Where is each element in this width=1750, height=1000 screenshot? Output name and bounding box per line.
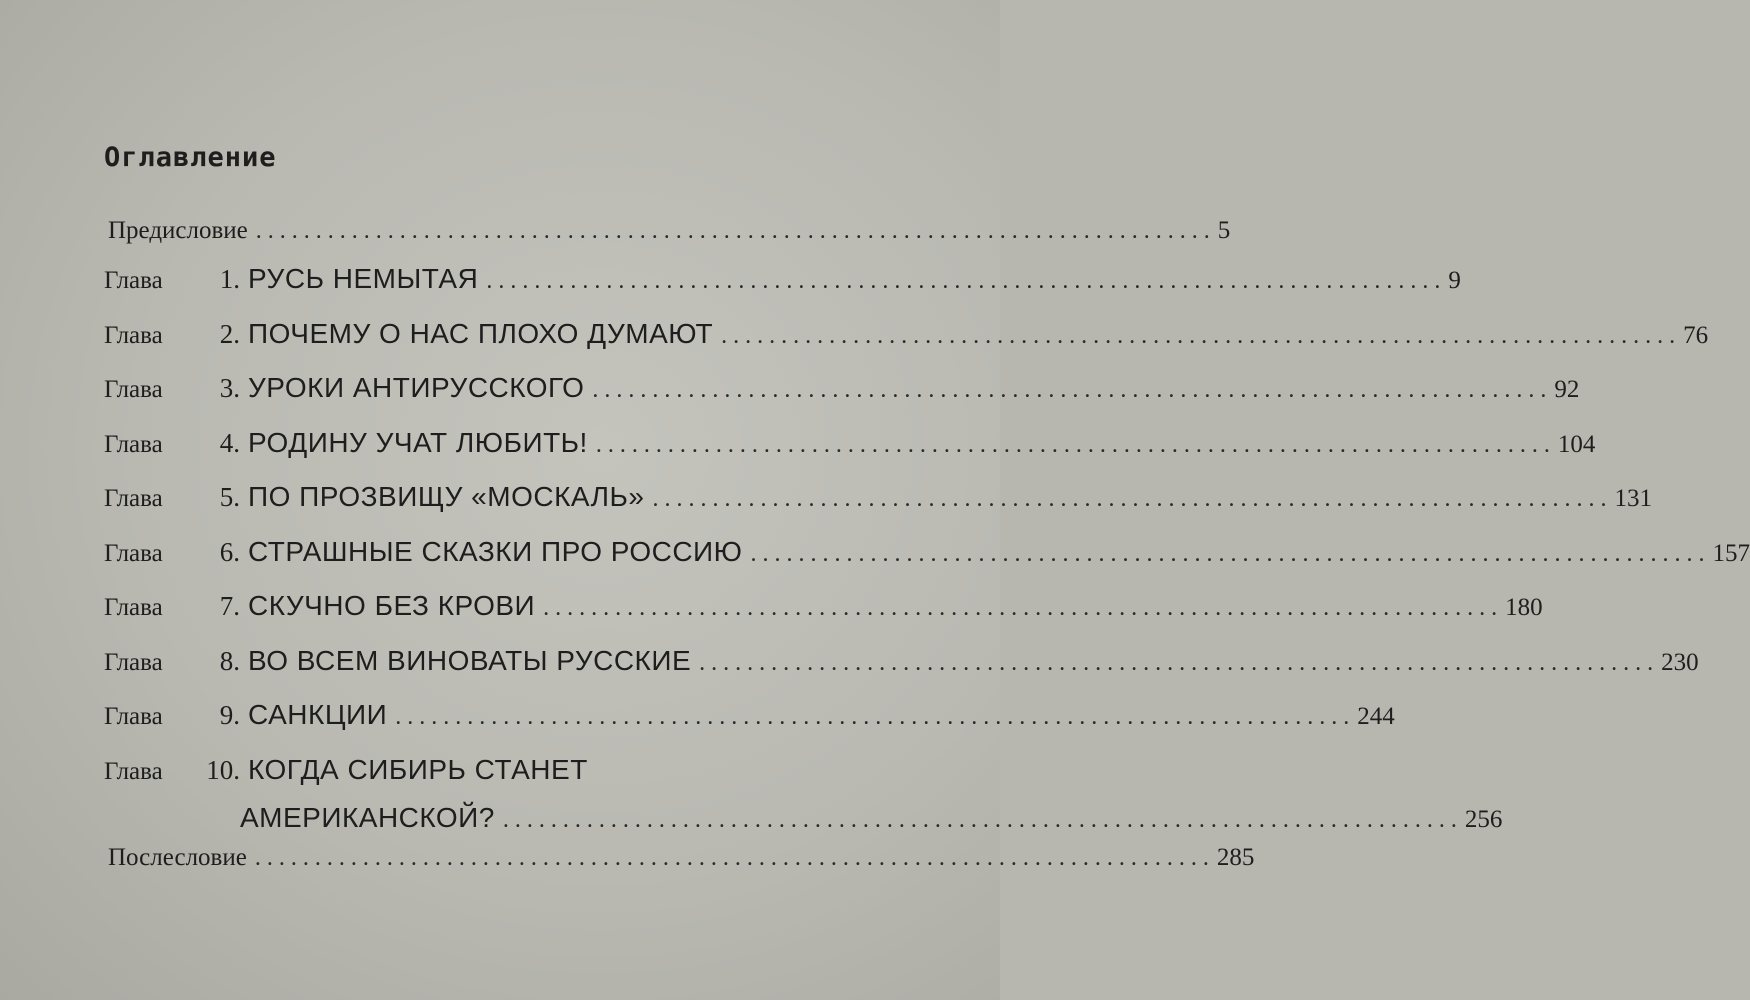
preface-label: Предисловие (108, 217, 248, 244)
chapter-line-1 (104, 755, 924, 787)
dot-leader (395, 702, 1349, 732)
chapter-number: 2. (219, 318, 240, 349)
toc-entry-preface (104, 216, 1231, 264)
dot-leader (256, 216, 1210, 246)
chapter-title: РОДИНУ УЧАТ ЛЮБИТЬ! (248, 426, 588, 458)
page-number: 180 (1505, 594, 1543, 621)
chapter-title: РУСЬ НЕМЫТАЯ (248, 263, 479, 294)
toc-title: Оглавление (104, 142, 277, 173)
chapter-line-2 (104, 801, 1503, 835)
page-number: 9 (1448, 267, 1461, 294)
toc-entry-chapter-10 (104, 753, 1503, 843)
dot-leader (596, 430, 1550, 460)
dot-leader (543, 593, 1497, 623)
chapter-prefix: Глава (104, 321, 163, 349)
page-number: 285 (1216, 843, 1255, 871)
chapter-title: СКУЧНО БЕЗ КРОВИ (248, 590, 536, 621)
dot-leader (255, 843, 1209, 873)
chapter-number: 5. (219, 482, 240, 512)
chapter-title: КОГДА СИБИРЬ СТАНЕТ (248, 753, 588, 785)
dot-leader (699, 648, 1653, 678)
chapter-number: 10. (206, 754, 240, 785)
page-number: 131 (1614, 485, 1652, 512)
toc-entry-chapter-4 (104, 426, 1596, 483)
chapter-prefix: Глава (104, 267, 163, 294)
page-number: 230 (1661, 648, 1699, 676)
chapter-number: 3. (219, 373, 240, 403)
chapter-prefix: Глава (104, 539, 163, 567)
page-number: 76 (1683, 321, 1709, 349)
dot-leader (592, 375, 1546, 405)
toc-entry-chapter-9 (104, 699, 1395, 755)
toc-entry-chapter-2 (104, 317, 1709, 374)
page-number: 92 (1554, 376, 1580, 403)
chapter-number: 9. (219, 700, 240, 730)
chapter-title: УРОКИ АНТИРУССКОГО (248, 372, 585, 403)
chapter-title: ПО ПРОЗВИЩУ «МОСКАЛЬ» (248, 481, 645, 512)
chapter-prefix: Глава (104, 485, 163, 512)
afterword-label: Послесловие (108, 843, 247, 871)
chapter-number: 7. (219, 591, 240, 621)
toc-entry-chapter-7 (104, 590, 1543, 646)
dot-leader (486, 266, 1440, 296)
page-number: 5 (1217, 217, 1231, 244)
page-number: 157 (1712, 539, 1750, 567)
chapter-title: САНКЦИИ (248, 699, 388, 730)
dot-leader (721, 321, 1675, 351)
dot-leader (503, 805, 1457, 835)
chapter-prefix: Глава (104, 757, 163, 785)
toc-entry-chapter-3 (104, 372, 1580, 428)
table-of-contents (104, 138, 1750, 897)
toc-entry-chapter-5 (104, 481, 1652, 537)
page-number: 256 (1464, 805, 1503, 833)
toc-entry-afterword (104, 843, 1255, 898)
dot-leader (653, 484, 1607, 514)
chapter-prefix: Глава (104, 594, 163, 621)
chapter-number: 6. (219, 536, 240, 567)
page-number: 244 (1357, 703, 1395, 730)
chapter-number: 4. (219, 427, 240, 458)
chapter-title: СТРАШНЫЕ СКАЗКИ ПРО РОССИЮ (248, 535, 743, 567)
chapter-number: 1. (219, 264, 240, 294)
chapter-title: ВО ВСЕМ ВИНОВАТЫ РУССКИЕ (248, 644, 692, 676)
chapter-number: 8. (219, 645, 240, 676)
chapter-title-continued: АМЕРИКАНСКОЙ? (240, 801, 495, 833)
dot-leader (750, 539, 1704, 569)
page-number: 104 (1557, 430, 1596, 458)
chapter-prefix: Глава (104, 648, 163, 676)
chapter-title: ПОЧЕМУ О НАС ПЛОХО ДУМАЮТ (248, 317, 714, 349)
chapter-prefix: Глава (104, 430, 163, 458)
chapter-prefix: Глава (104, 376, 163, 403)
chapter-prefix: Глава (104, 703, 163, 730)
toc-entry-chapter-6 (104, 535, 1750, 592)
toc-entry-chapter-1 (104, 263, 1461, 319)
toc-entry-chapter-8 (104, 644, 1699, 701)
